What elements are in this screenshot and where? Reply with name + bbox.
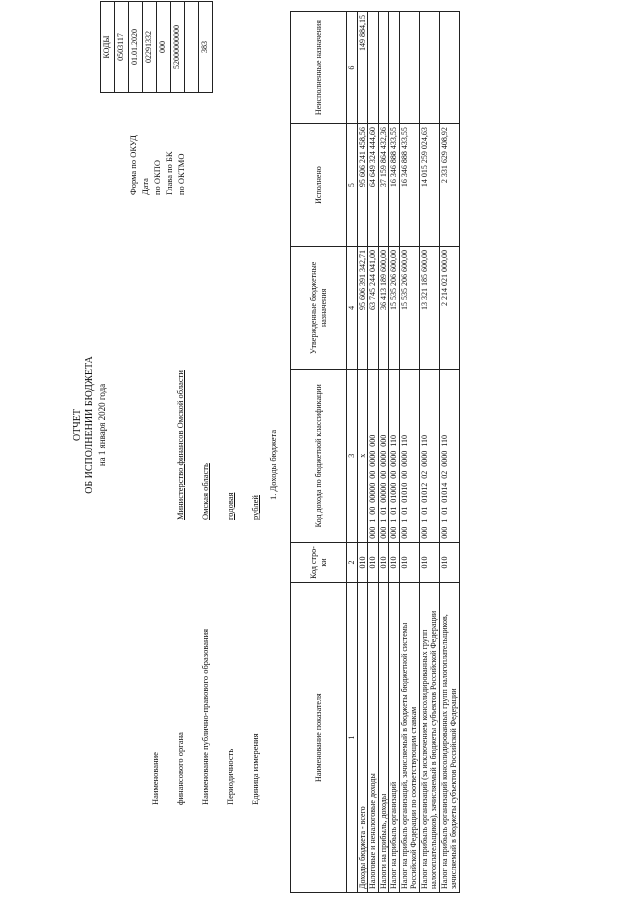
section-title: 1. Доходы бюджета	[268, 429, 278, 500]
revenue-table	[290, 11, 460, 893]
row-unexecuted: 149 884,15	[357, 12, 368, 124]
title-line-2: ОБ ИСПОЛНЕНИИ БЮДЖЕТА	[84, 356, 95, 494]
row-line: 010	[368, 542, 379, 583]
table-row	[378, 12, 389, 893]
col-header-approved: Утвержденные бюджетные назначения	[291, 246, 347, 369]
col-header-unexecuted: Неисполненные назначения	[291, 12, 347, 124]
row-name: Налоговые и неналоговые доходы	[368, 583, 379, 893]
col-number: 4	[347, 246, 358, 369]
report-title	[72, 305, 108, 545]
row-approved: 13 321 185 600,00	[419, 246, 439, 369]
row-code: 000 1 01 01000 00 0000 110	[389, 369, 400, 542]
row-line: 010	[399, 542, 419, 583]
row-unexecuted	[399, 12, 419, 124]
code-oktmo: 52000000000	[171, 2, 185, 93]
title-date: на 1 января 2020 года	[97, 383, 107, 467]
col-header-name: Наименование показателя	[291, 583, 347, 893]
row-line: 010	[389, 542, 400, 583]
value-periodicity: годовая	[225, 492, 235, 520]
row-unexecuted	[389, 12, 400, 124]
codes-table	[100, 1, 213, 93]
row-unexecuted	[439, 12, 459, 124]
row-approved: 15 535 206 600,00	[389, 246, 400, 369]
row-code: 000 1 01 00000 00 0000 000	[378, 369, 389, 542]
row-executed: 95 606 241 458,56	[357, 124, 368, 247]
codes-header: КОДЫ	[101, 2, 115, 93]
row-line: 010	[439, 542, 459, 583]
code-okpo: 02291332	[143, 2, 157, 93]
row-approved: 95 606 391 342,71	[357, 246, 368, 369]
row-executed: 37 159 864 432,36	[378, 124, 389, 247]
col-number: 5	[347, 124, 358, 247]
row-executed: 2 331 629 408,92	[439, 124, 459, 247]
requisites-labels	[150, 629, 261, 805]
row-approved: 2 214 021 000,00	[439, 246, 459, 369]
col-number: 6	[347, 12, 358, 124]
col-header-code: Код дохода по бюджетной классификации	[291, 369, 347, 542]
row-line: 010	[357, 542, 368, 583]
row-approved: 15 535 206 600,00	[399, 246, 419, 369]
code-label-okpo: по ОКПО	[152, 159, 162, 195]
row-name: Доходы бюджета - всего	[357, 583, 368, 893]
code-empty	[185, 2, 199, 93]
requisites-values	[175, 370, 261, 520]
code-label-date: Дата	[140, 178, 150, 195]
value-org: Министерство финансов Омской области	[175, 370, 185, 520]
table-row	[357, 12, 368, 893]
row-unexecuted	[378, 12, 389, 124]
value-entity: Омская область	[200, 463, 210, 520]
table-row	[368, 12, 379, 893]
code-okud: 0503117	[115, 2, 129, 93]
row-unexecuted	[419, 12, 439, 124]
row-executed: 14 015 259 024,63	[419, 124, 439, 247]
col-number: 1	[347, 583, 358, 893]
label-entity: Наименование публично-правового образования	[200, 628, 210, 805]
row-executed: 16 346 888 433,55	[399, 124, 419, 247]
code-label-bk: Глава по БК	[164, 151, 174, 195]
table-row	[399, 12, 419, 893]
label-org-line1: Наименование	[150, 752, 160, 805]
col-number: 2	[347, 542, 358, 583]
row-code: 000 1 01 01010 00 0000 110	[399, 369, 419, 542]
row-name: Налог на прибыль организаций консолидированных групп налогоплательщиков, зачисляемый в бюджеты субъектов Российской Федерации	[439, 583, 459, 893]
row-line: 010	[378, 542, 389, 583]
code-bk: 000	[157, 2, 171, 93]
row-name: Налог на прибыль организаций (за исключением консолидированных групп налогоплательщиков), зачисляемый в бюджеты субъектов Российской Федерации	[419, 583, 439, 893]
label-periodicity: Периодичность	[225, 748, 235, 805]
code-label-oktmo: по ОКТМО	[176, 153, 186, 195]
col-header-line: Код стро-ки	[291, 542, 347, 583]
table-row	[419, 12, 439, 893]
title-line-1: ОТЧЕТ	[72, 408, 83, 442]
row-name: Налог на прибыль организаций	[389, 583, 400, 893]
code-date: 01.01.2020	[129, 2, 143, 93]
row-code: 000 1 01 01014 02 0000 110	[439, 369, 459, 542]
row-unexecuted	[368, 12, 379, 124]
table-row	[439, 12, 459, 893]
codes-labels	[127, 135, 187, 195]
row-approved: 63 745 244 041,00	[368, 246, 379, 369]
row-code: 000 1 00 00000 00 0000 000	[368, 369, 379, 542]
col-number: 3	[347, 369, 358, 542]
table-row	[389, 12, 400, 893]
row-name: Налог на прибыль организаций, зачисляемый в бюджеты бюджетной системы Российской Федерации по соответствующим ставкам	[399, 583, 419, 893]
row-code: x	[357, 369, 368, 542]
row-executed: 16 346 888 433,55	[389, 124, 400, 247]
col-header-executed: Исполнено	[291, 124, 347, 247]
row-executed: 64 649 324 444,60	[368, 124, 379, 247]
value-unit: рублей	[250, 495, 260, 520]
row-line: 010	[419, 542, 439, 583]
row-approved: 36 413 189 600,00	[378, 246, 389, 369]
label-org-line2: финансового органа	[175, 732, 185, 805]
code-unit: 383	[199, 2, 213, 93]
code-label-okud: Форма по ОКУД	[128, 135, 138, 195]
label-unit: Единица измерения	[250, 733, 260, 805]
row-name: Налоги на прибыль, доходы	[378, 583, 389, 893]
row-code: 000 1 01 01012 02 0000 110	[419, 369, 439, 542]
